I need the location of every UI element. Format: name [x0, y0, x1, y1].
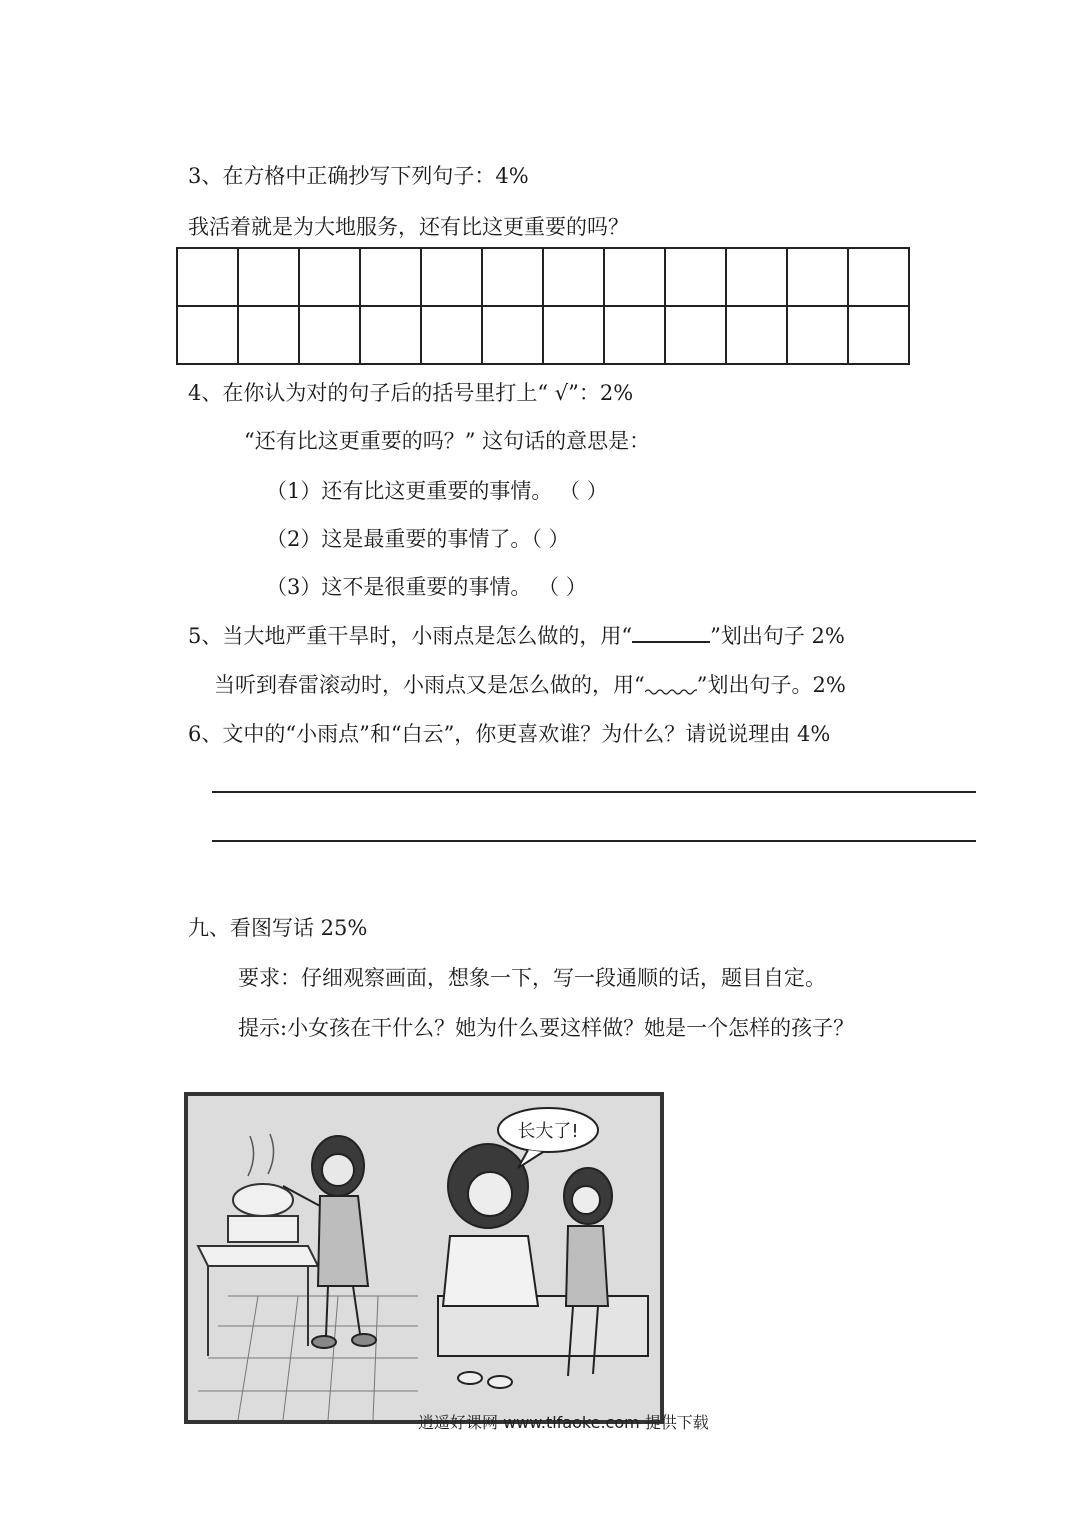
q9-title: 九、看图写话 25% [188, 916, 368, 940]
q5-line-2-text-b: ”划出句子。2% [696, 673, 846, 697]
q3-sentence: 我活着就是为大地服务，还有比这更重要的吗？ [188, 215, 629, 239]
grid-cell[interactable] [177, 248, 238, 306]
grid-cell[interactable] [787, 306, 848, 364]
grid-cell[interactable] [665, 248, 726, 306]
grid-cell[interactable] [238, 306, 299, 364]
grid-cell[interactable] [665, 306, 726, 364]
q5-line-2-text-a: 当听到春雷滚动时，小雨点又是怎么做的，用“ [214, 673, 645, 697]
q6-title: 6、文中的“小雨点”和“白云”，你更喜欢谁？为什么？请说说理由 4% [188, 722, 831, 746]
copy-grid[interactable] [176, 247, 910, 365]
q4-title: 4、在你认为对的句子后的括号里打上“ √”：2% [188, 381, 634, 405]
footer-credit: 逍遥好课网 www.tlfaoke.com 提供下载 [418, 1413, 709, 1432]
grid-row [177, 306, 909, 364]
grid-cell[interactable] [787, 248, 848, 306]
speech-bubble-text: 长大了! [517, 1121, 579, 1142]
grid-cell[interactable] [482, 306, 543, 364]
grid-cell[interactable] [726, 306, 787, 364]
straight-underline-sample [632, 623, 710, 643]
wavy-underline-sample [645, 676, 697, 692]
grid-cell[interactable] [360, 248, 421, 306]
q5-line-1 [188, 620, 845, 650]
q4-prompt: “还有比这更重要的吗？” 这句话的意思是： [244, 429, 651, 453]
answer-line-2[interactable] [212, 840, 976, 842]
illustration-drawing [188, 1096, 660, 1420]
grid-cell[interactable] [421, 306, 482, 364]
grid-cell[interactable] [238, 248, 299, 306]
q9-requirement: 要求：仔细观察画面，想象一下，写一段通顺的话，题目自定。 [238, 966, 826, 990]
grid-cell[interactable] [299, 248, 360, 306]
q9-hint: 提示:小女孩在干什么？她为什么要这样做？她是一个怎样的孩子？ [238, 1016, 855, 1040]
q4-option-1[interactable]: （1）还有比这更重要的事情。 （ ） [266, 479, 608, 503]
grid-cell[interactable] [848, 306, 909, 364]
grid-cell[interactable] [543, 248, 604, 306]
grid-cell[interactable] [421, 248, 482, 306]
grid-cell[interactable] [360, 306, 421, 364]
q5-line-1-text-a: 5、当大地严重干旱时，小雨点是怎么做的，用“ [188, 624, 633, 648]
grid-cell[interactable] [848, 248, 909, 306]
q4-option-2[interactable]: （2）这是最重要的事情了。（ ） [266, 527, 570, 551]
grid-row [177, 248, 909, 306]
grid-cell[interactable] [177, 306, 238, 364]
q5-line-1-text-b: ”划出句子 2% [710, 624, 845, 648]
q5-line-2 [214, 669, 846, 699]
illustration-picture [184, 1092, 664, 1424]
grid-cell[interactable] [726, 248, 787, 306]
q3-title: 3、在方格中正确抄写下列句子：4% [188, 164, 529, 188]
grid-cell[interactable] [482, 248, 543, 306]
grid-cell[interactable] [299, 306, 360, 364]
grid-cell[interactable] [604, 248, 665, 306]
grid-cell[interactable] [543, 306, 604, 364]
answer-line-1[interactable] [212, 791, 976, 793]
q4-option-3[interactable]: （3）这不是很重要的事情。 （ ） [266, 575, 587, 599]
grid-cell[interactable] [604, 306, 665, 364]
